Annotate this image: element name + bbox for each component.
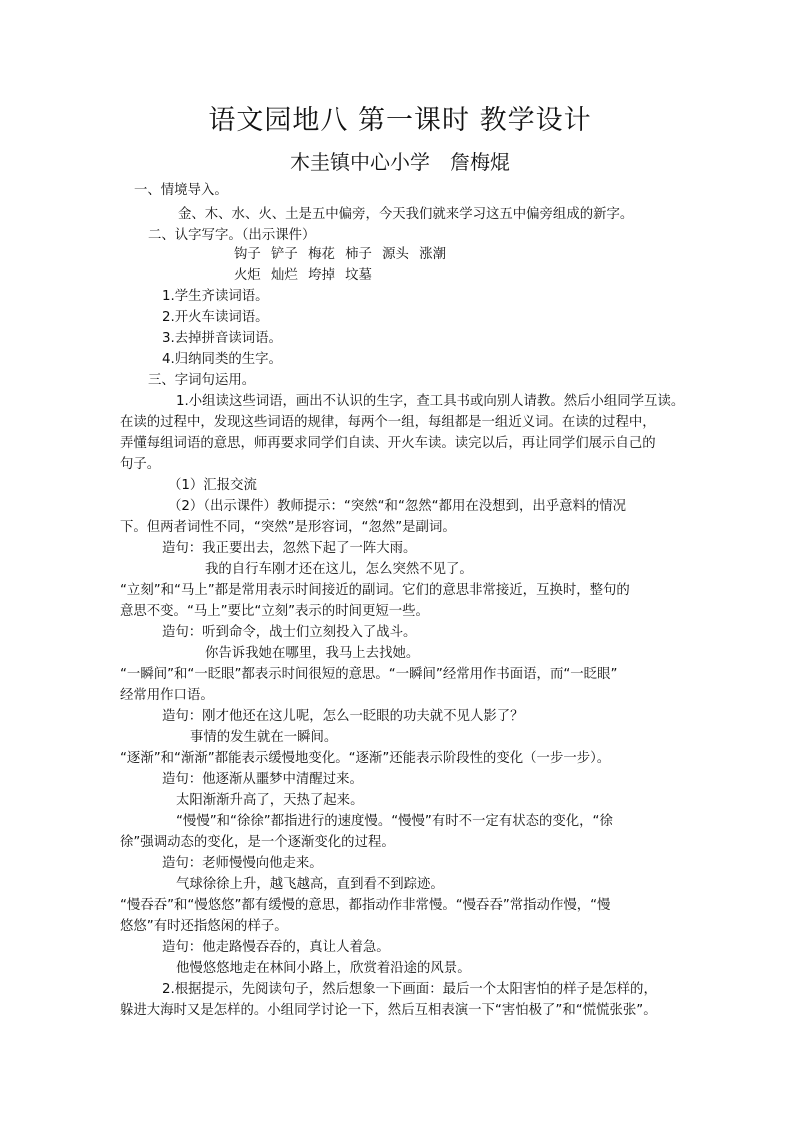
body-line: “立刻”和“马上”都是常用表示时间接近的副词。它们的意思非常接近，互换时，整句的 xyxy=(120,583,630,598)
word-list: 火炬 灿烂 垮掉 坟墓 xyxy=(234,268,372,283)
body-line: “一瞬间”和“一眨眼”都表示时间很短的意思。“一瞬间”经常用作书面语，而“一眨眼” xyxy=(120,667,618,682)
body-line: 1.小组读这些词语，画出不认识的生字，查工具书或向别人请教。然后小组同学互读。 xyxy=(176,394,685,409)
section-heading: 一、情境导入。 xyxy=(134,183,228,198)
author-name: 詹梅焜 xyxy=(450,150,510,174)
body-line: 金、木、水、火、土是五中偏旁，今天我们就来学习这五中偏旁组成的新字。 xyxy=(178,207,634,222)
word-list: 钩子 铲子 梅花 柿子 源头 涨潮 xyxy=(234,247,446,262)
list-item: 1.学生齐读词语。 xyxy=(162,289,269,304)
example-sentence: 你告诉我她在哪里，我马上去找她。 xyxy=(205,646,420,661)
list-item: 4.归纳同类的生字。 xyxy=(162,352,282,367)
example-sentence: 太阳渐渐升高了，天热了起来。 xyxy=(176,793,364,808)
body-line: 下。但两者词性不同，“突然”是形容词，“忽然”是副词。 xyxy=(120,520,456,535)
list-item: 2.开火车读词语。 xyxy=(162,310,269,325)
body-line: 句子。 xyxy=(120,457,161,472)
body-line: 徐”强调动态的变化，是一个逐渐变化的过程。 xyxy=(120,835,395,850)
body-line: 2.根据提示，先阅读句子，然后想象一下画面：最后一个太阳害怕的样子是怎样的， xyxy=(162,982,657,997)
body-line: 意思不变。“马上”要比“立刻”表示的时间更短一些。 xyxy=(120,604,429,619)
section-heading: 三、字词句运用。 xyxy=(148,373,256,388)
example-sentence: 我的自行车刚才还在这儿，怎么突然不见了。 xyxy=(205,562,473,577)
body-line: “慢吞吞”和“慢悠悠”都有缓慢的意思，都指动作非常慢。“慢吞吞”常指动作慢，“慢 xyxy=(120,898,611,913)
list-item: 3.去掉拼音读词语。 xyxy=(162,331,282,346)
example-sentence: 造句：我正要出去，忽然下起了一阵大雨。 xyxy=(162,541,417,556)
example-sentence: 事情的发生就在一瞬间。 xyxy=(190,730,338,745)
example-sentence: 造句：听到命令，战士们立刻投入了战斗。 xyxy=(162,625,417,640)
body-line: 弄懂每组词语的意思，师再要求同学们自读、开火车读。读完以后，再让同学们展示自己的 xyxy=(120,436,656,451)
body-line: （1）汇报交流 xyxy=(168,478,257,493)
body-line: 在读的过程中，发现这些词语的规律，每两个一组，每组都是一组近义词。在读的过程中， xyxy=(120,415,656,430)
example-sentence: 造句：刚才他还在这儿呢，怎么一眨眼的功夫就不见人影了？ xyxy=(162,709,524,724)
body-line: “慢慢”和“徐徐”都指进行的速度慢。“慢慢”有时不一定有状态的变化，“徐 xyxy=(176,814,613,829)
body-line: 悠悠”有时还指悠闲的样子。 xyxy=(120,919,288,934)
byline xyxy=(0,146,800,175)
page-title: 语文园地八 第一课时 教学设计 xyxy=(208,105,592,136)
example-sentence: 造句：他走路慢吞吞的，真让人着急。 xyxy=(162,940,390,955)
section-heading: 二、认字写字。（出示课件） xyxy=(148,228,316,243)
body-line: “逐渐”和“渐渐”都能表示缓慢地变化。“逐渐”还能表示阶段性的变化（一步一步）。 xyxy=(120,751,611,766)
example-sentence: 造句：他逐渐从噩梦中清醒过来。 xyxy=(162,772,363,787)
body-line: （2）（出示课件）教师提示：“突然“和“忽然“都用在没想到，出乎意料的情况 xyxy=(168,499,627,514)
example-sentence: 气球徐徐上升，越飞越高，直到看不到踪迹。 xyxy=(176,877,444,892)
example-sentence: 他慢悠悠地走在林间小路上，欣赏着沿途的风景。 xyxy=(176,961,471,976)
school-name: 木圭镇中心小学 xyxy=(290,150,430,174)
body-line: 躲进大海时又是怎样的。小组同学讨论一下，然后互相表演一下“害怕极了”和“慌慌张张”。 xyxy=(120,1003,657,1018)
example-sentence: 造句：老师慢慢向他走来。 xyxy=(162,856,323,871)
body-line: 经常用作口语。 xyxy=(120,688,214,703)
